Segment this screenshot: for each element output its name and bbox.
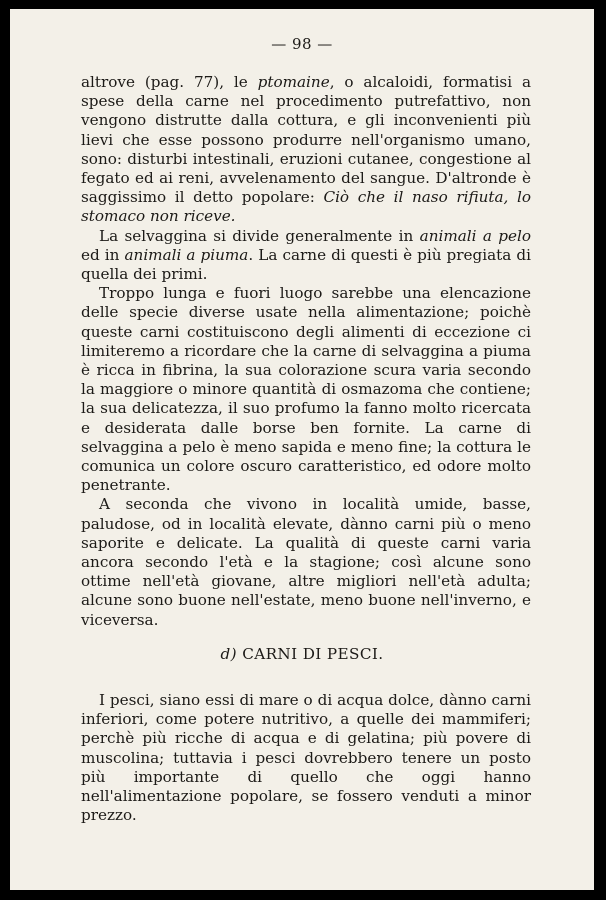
paragraph-2: La selvaggina si divide generalmente in animali a pelo ed in animali a piuma. La carne di questi è più pregiata di quella dei primi. bbox=[81, 226, 531, 284]
paragraph-5: I pesci, siano essi di mare o di acqua dolce, dànno carni inferiori, come potere nutritivo, a quelle dei mammiferi; perchè più ricche di acqua e di gelatina; più povere di muscolina; tuttavia i pesci dovrebbero tenere un posto più importante di quello che oggi hanno nell'alimentazione popolare, se fossero venduti a minor prezzo. bbox=[81, 691, 531, 825]
paragraph-3: Troppo lunga e fuori luogo sarebbe una elencazione delle specie diverse usate nella alimentazione; poichè queste carni costituiscono degli alimenti di eccezione ci limiteremo a ricordare che la carne di selvaggina a piuma è ricca in fibrina, la sua colorazione scura varia secondo la maggiore o minore quantità di osmazoma che contiene; la sua delicatezza, il suo profumo la fanno molto ricercata e desiderata dalle borse ben fornite. La carne di selvaggina a pelo è meno sapida e meno fine; la cottura le comunica un colore oscuro caratteristico, ed odore molto penetrante. bbox=[81, 284, 531, 495]
book-page bbox=[10, 9, 594, 890]
body-text bbox=[81, 73, 531, 630]
term-animali-a-pelo: animali a pelo bbox=[419, 226, 531, 245]
paragraph-1: altrove (pag. 77), le ptomaine, o alcaloidi, formatisi a spese della carne nel procedimento putrefattivo, non vengono distrutte dalla cottura, e gli inconvenienti più lievi che esse possono produrre nell'organismo umano, sono: disturbi intestinali, eruzioni cutanee, congestione al fegato ed ai reni, avvelenamento del sangue. D'altronde è saggissimo il detto popolare: Ciò che il naso rifiuta, lo stomaco non riceve. bbox=[81, 73, 532, 226]
section-title: CARNI DI PESCI. bbox=[242, 645, 384, 663]
page-number: — 98 — bbox=[271, 35, 333, 53]
term-ptomaine: ptomaine bbox=[257, 73, 330, 91]
section-body-text bbox=[81, 691, 531, 825]
section-letter: d) bbox=[220, 645, 237, 663]
term-animali-a-piuma: animali a piuma bbox=[124, 245, 249, 264]
proverb: Ciò che il naso rifiuta, lo stomaco non riceve. bbox=[81, 188, 532, 226]
section-heading bbox=[10, 645, 594, 663]
paragraph-4: A seconda che vivono in località umide, basse, paludose, od in località elevate, dànno carni più o meno saporite e delicate. La qualità di queste carni varia ancora secondo l'età e la stagione; così alcune sono ottime nell'età giovane, altre migliori nell'età adulta; alcune sono buone nell'estate, meno buone nell'inverno, e viceversa. bbox=[81, 495, 531, 629]
